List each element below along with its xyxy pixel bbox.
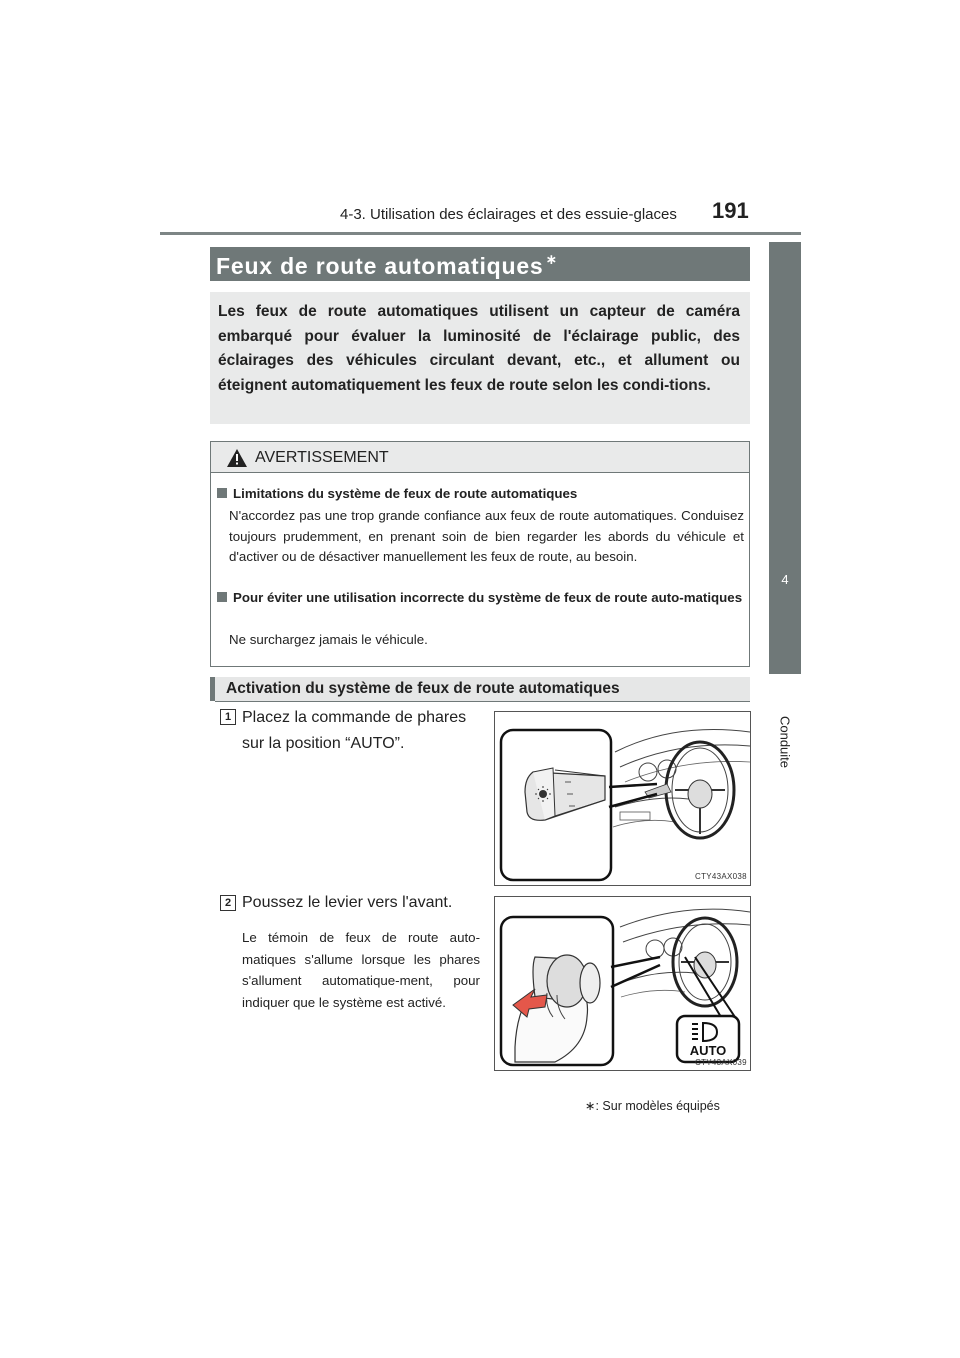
step-text: Placez la commande de phares sur la position “AUTO”. [242,709,467,752]
page-number: 191 [712,198,749,223]
warning-item-heading [217,484,732,505]
title-star-marker: ∗ [545,251,559,267]
warning-item-heading-text: Limitations du système de feux de route automatiques [233,486,578,501]
warning-box [210,441,750,667]
step-number: 1 [220,709,236,725]
warning-item-heading [217,588,744,609]
chapter-tab [769,242,801,674]
chapter-label-text: Conduite [777,715,793,769]
step-number: 2 [220,895,236,911]
warning-item-text: Ne surchargez jamais le véhicule. [229,632,428,647]
page-title-banner [210,247,750,281]
bullet-square-icon [217,488,227,498]
warning-header [211,442,749,473]
footnote [585,1098,720,1113]
section-header: 4-3. Utilisation des éclairages et des essuie-glaces [340,206,677,223]
header-rule [160,232,801,235]
page-title-text: Feux de route automatiques [216,253,544,279]
headlight-switch-illustration [495,712,750,885]
step-note: Le témoin de feux de route auto-matiques s'allume lorsque les phares s'allument automatique-ment, pour indiquer que le système est activé. [242,930,480,1010]
figure-lever-push [494,896,751,1071]
warning-title: AVERTISSEMENT [255,449,389,466]
warning-icon [227,449,247,467]
figure-headlight-switch [494,711,751,886]
footnote-text: : Sur modèles équipés [595,1099,720,1113]
auto-indicator-label: AUTO [689,1043,727,1058]
chapter-number: 4 [781,572,789,587]
figure-code: CTY43AX038 [695,872,747,881]
chapter-label [769,692,801,792]
intro-box [210,292,750,424]
section-banner [210,677,750,701]
bullet-square-icon [217,592,227,602]
step-text: Poussez le levier vers l'avant. [242,894,453,911]
section-title: Activation du système de feux de route automatiques [226,680,620,697]
footnote-star: ∗ [585,1099,596,1113]
intro-text: Les feux de route automatiques utilisent un capteur de caméra embarqué pour évaluer la luminosité de l'éclairage public, des éclairages des véhicules circulant devant, etc., et allument ou éteignent automatiquement les feux de route selon les condi-tions. [218,303,740,394]
figure-code: CTY43AX039 [695,1058,747,1067]
warning-item-text: N'accordez pas une trop grande confiance aux feux de route automatiques. Conduisez toujours prudemment, en prenant soin de bien regarder les abords du véhicule et d'activer ou de désactiver manuellement les feux de route, au besoin. [229,508,744,564]
page-title [216,253,558,280]
warning-item-heading-text: Pour éviter une utilisation incorrecte du système de feux de route auto-matiques [233,590,743,605]
